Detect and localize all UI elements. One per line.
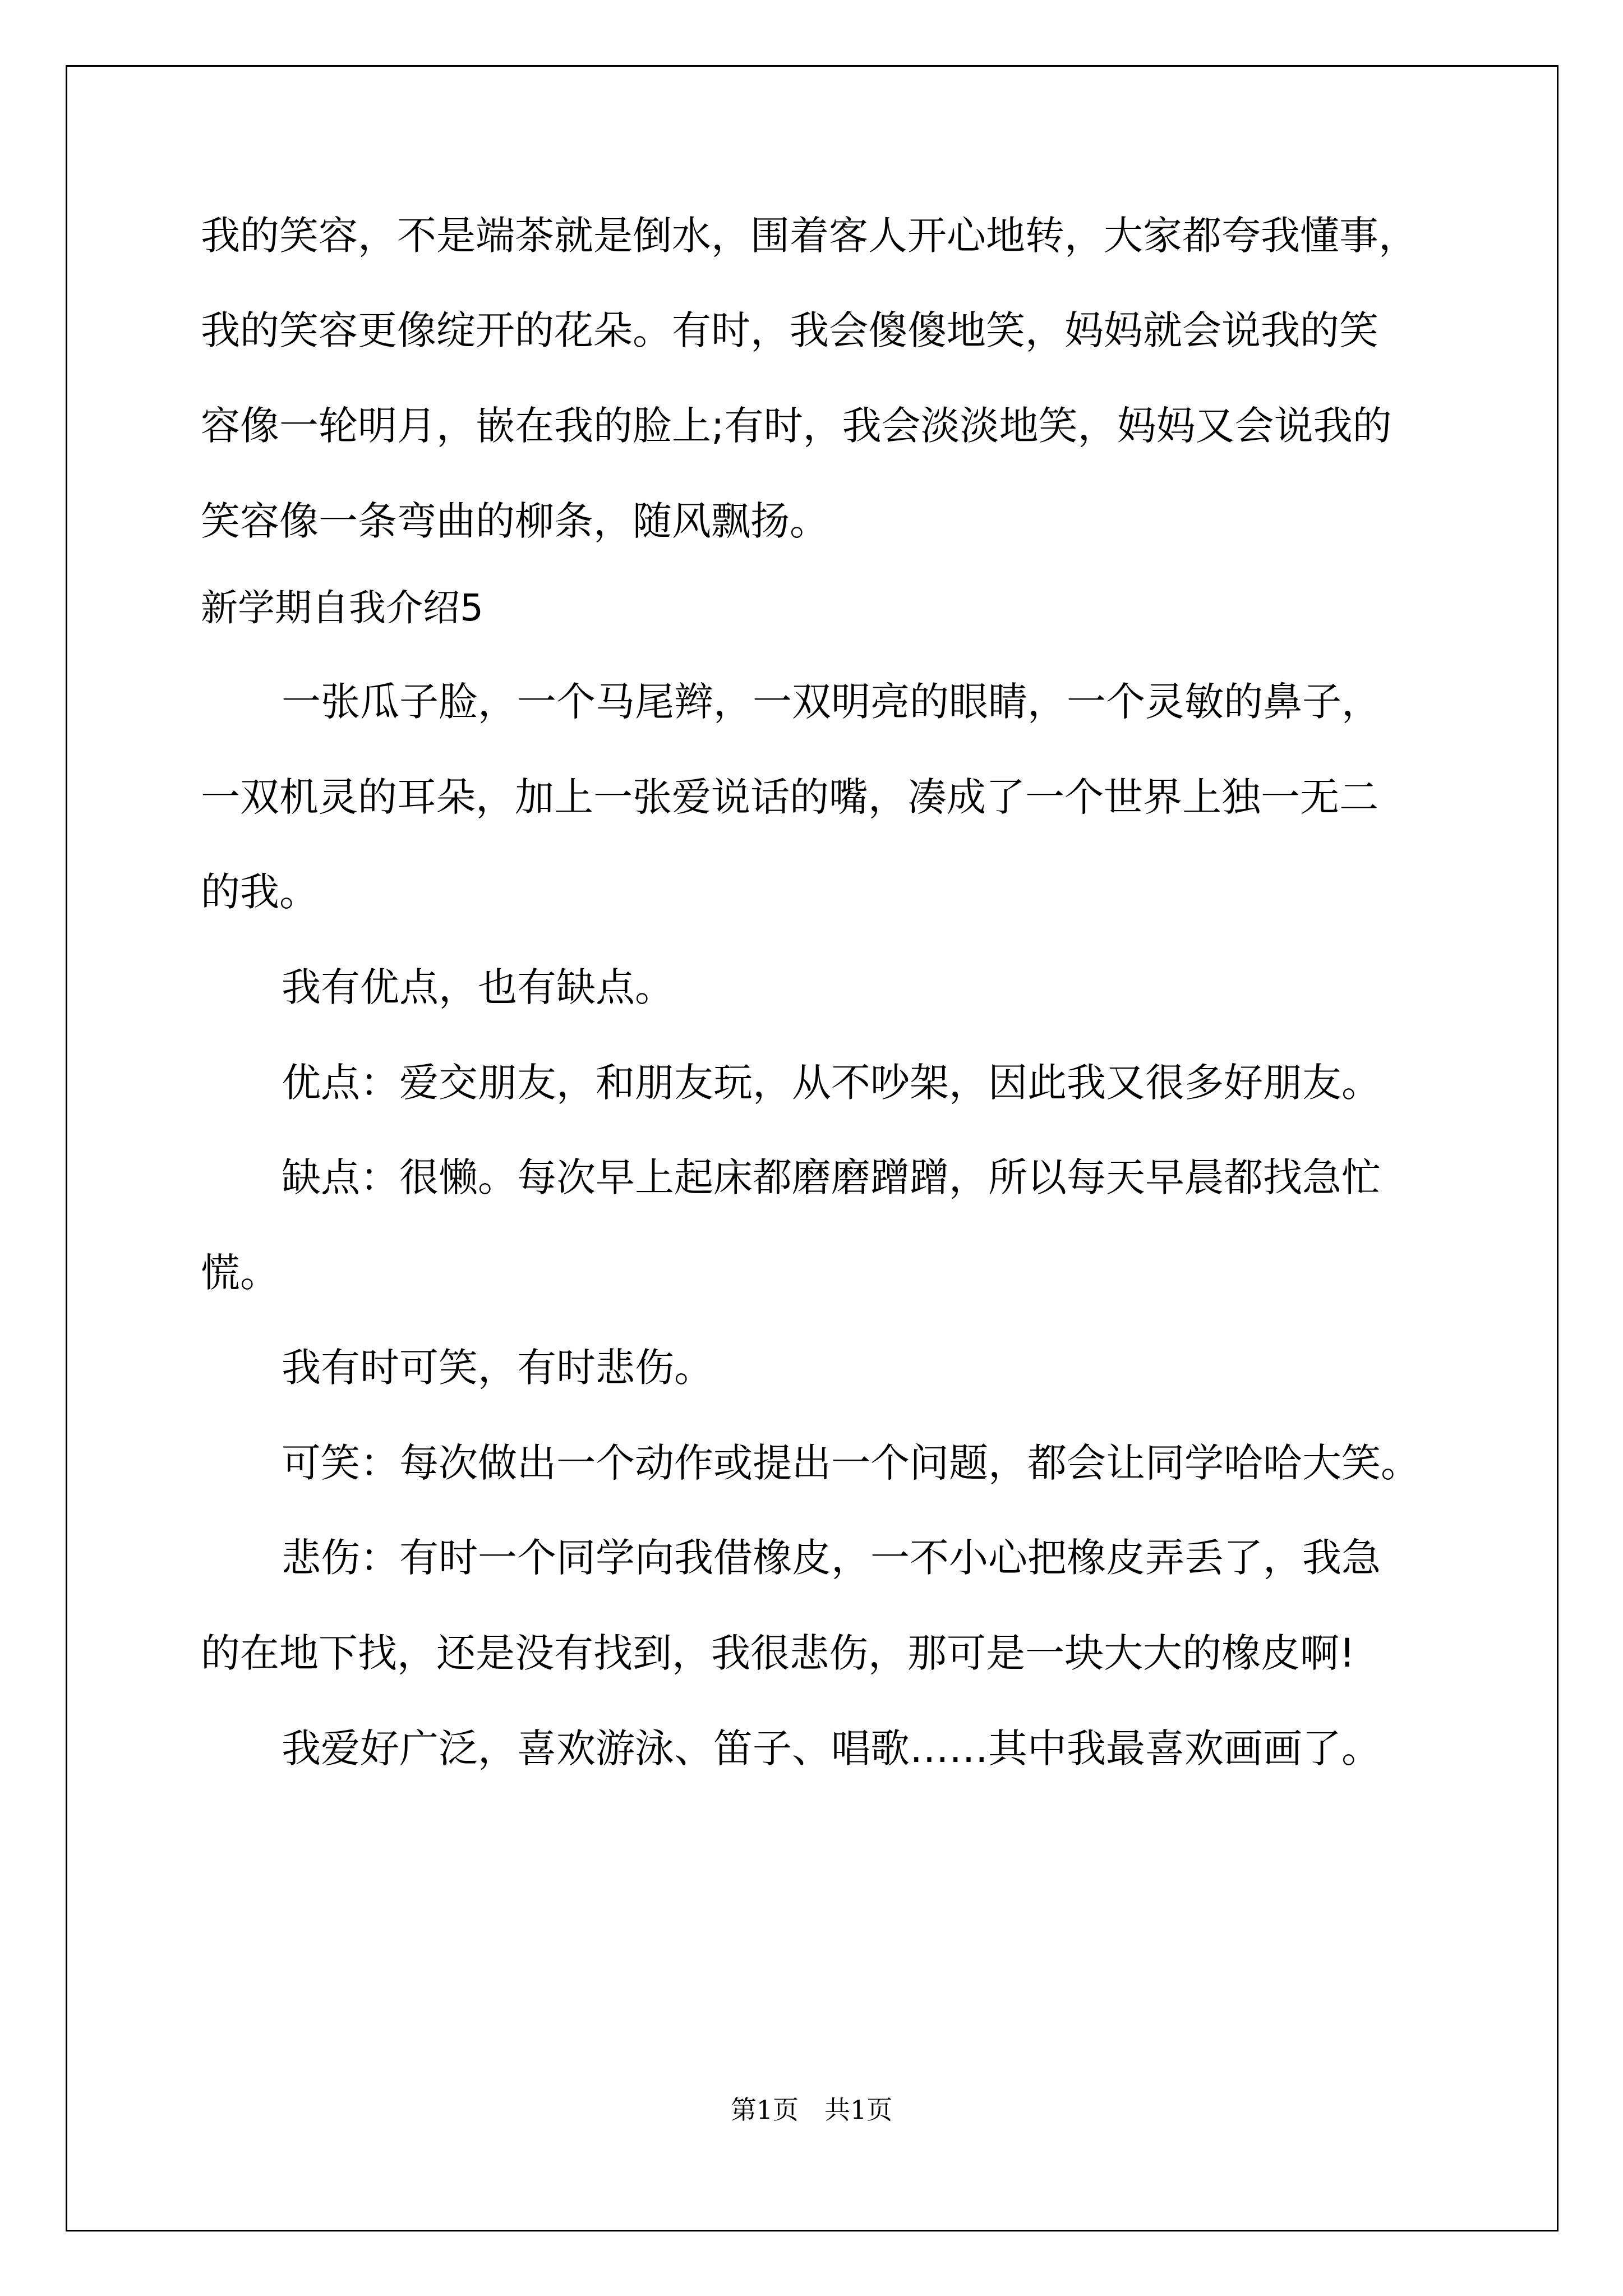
text-line: 可笑：每次做出一个动作或提出一个问题，都会让同学哈哈大笑。 <box>282 1440 1420 1486</box>
text-line: 缺点：很懒。每次早上起床都磨磨蹭蹭，所以每天早晨都找急忙 <box>282 1154 1381 1200</box>
text-line: 容像一轮明月，嵌在我的脸上;有时，我会淡淡地笑，妈妈又会说我的 <box>201 403 1392 449</box>
text-line: 一双机灵的耳朵，加上一张爱说话的嘴，凑成了一个世界上独一无二 <box>201 774 1378 820</box>
text-line: 我爱好广泛，喜欢游泳、笛子、唱歌……其中我最喜欢画画了。 <box>282 1726 1381 1772</box>
text-line: 笑容像一条弯曲的柳条，随风飘扬。 <box>201 498 829 544</box>
page-border <box>66 65 1559 2231</box>
text-line: 慌。 <box>201 1250 279 1296</box>
page-footer: 第1页 共1页 <box>730 2095 893 2125</box>
text-line: 的在地下找，还是没有找到，我很悲伤，那可是一块大大的橡皮啊! <box>201 1630 1355 1676</box>
text-line: 悲伤：有时一个同学向我借橡皮，一不小心把橡皮弄丢了，我急 <box>282 1535 1381 1581</box>
text-line: 我有优点，也有缺点。 <box>282 964 674 1010</box>
text-line: 我的笑容更像绽开的花朵。有时，我会傻傻地笑，妈妈就会说我的笑 <box>201 307 1378 353</box>
text-line: 我有时可笑，有时悲伤。 <box>282 1345 713 1391</box>
text-line: 一张瓜子脸，一个马尾辫，一双明亮的眼睛，一个灵敏的鼻子， <box>282 679 1381 725</box>
text-line: 优点：爱交朋友，和朋友玩，从不吵架，因此我又很多好朋友。 <box>282 1060 1381 1106</box>
text-line: 的我。 <box>201 869 319 915</box>
text-line: 我的笑容，不是端茶就是倒水，围着客人开心地转，大家都夸我懂事， <box>201 213 1418 259</box>
section-heading: 新学期自我介绍5 <box>201 586 483 629</box>
